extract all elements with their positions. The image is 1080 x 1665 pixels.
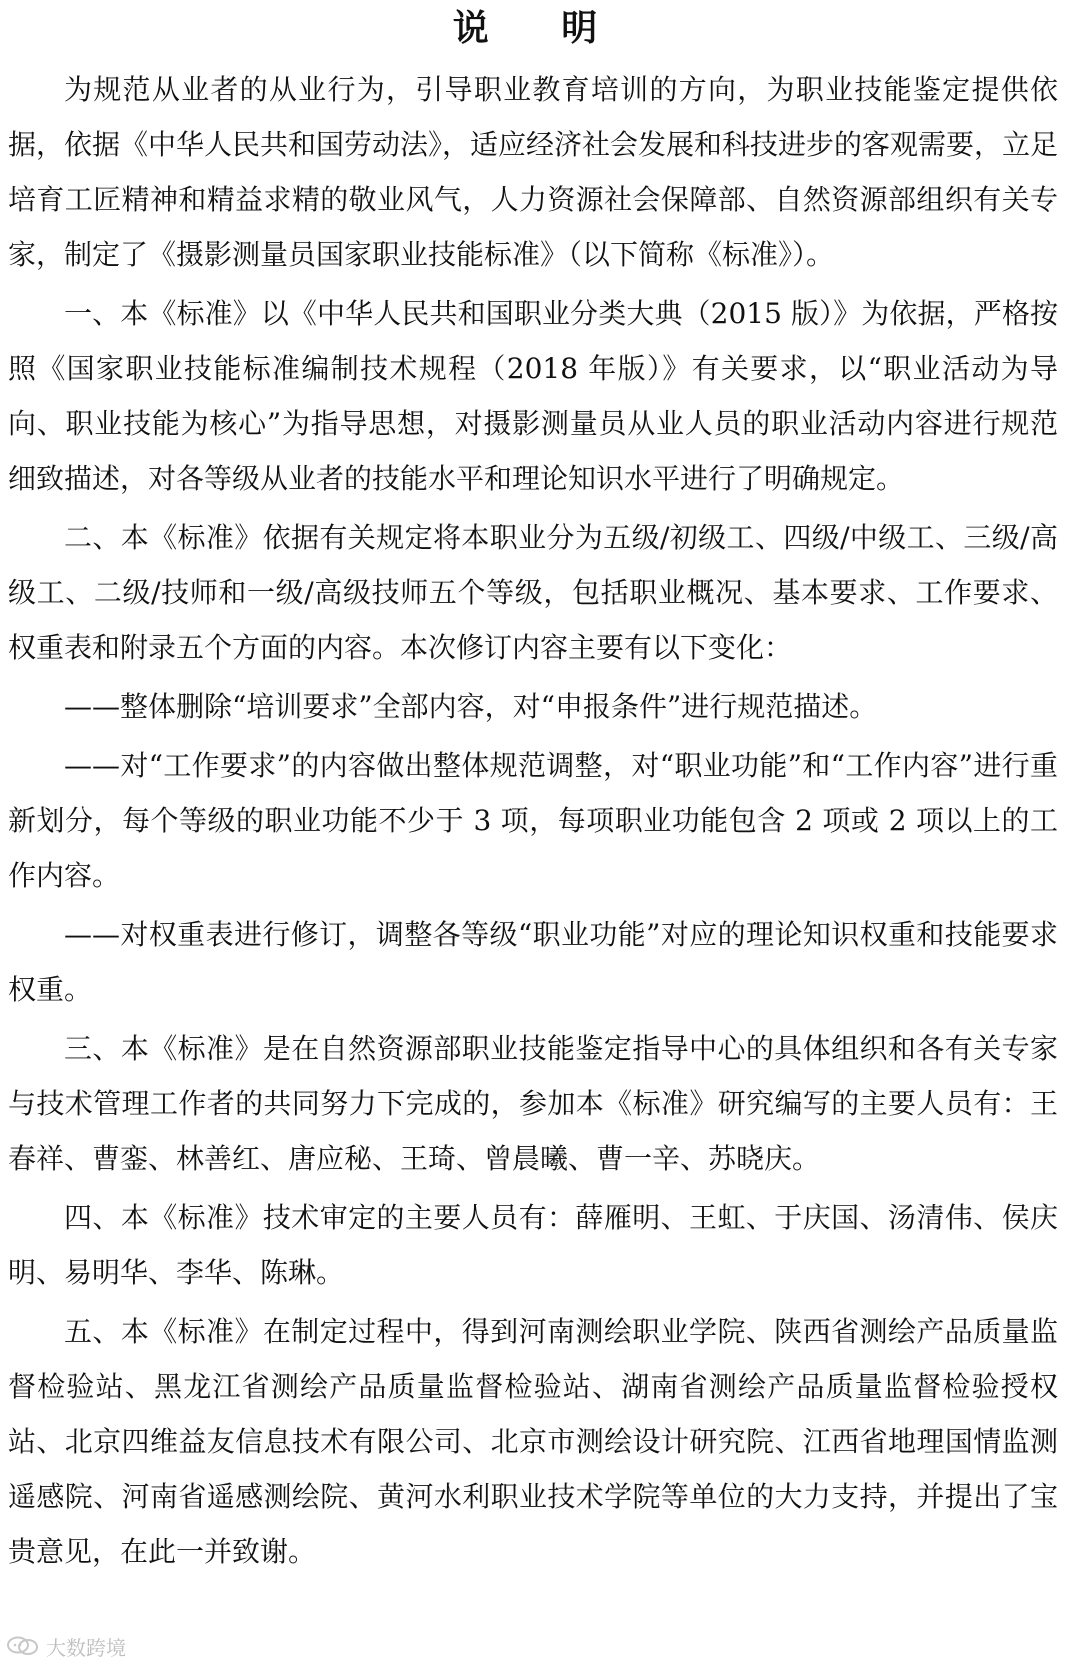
section-four-paragraph: 四、本《标准》技术审定的主要人员有：薛雁明、王虹、于庆国、汤清伟、侯庆明、易明华、李华、陈琳。 [8, 1201, 1058, 1289]
watermark [6, 1632, 126, 1660]
document-body [8, 62, 1058, 1583]
page-title: 说 明 [452, 7, 628, 49]
change-item-3: ——对权重表进行修订，调整各等级“职业功能”对应的理论知识权重和技能要求权重。 [8, 918, 1058, 1006]
change-item-2: ——对“工作要求”的内容做出整体规范调整，对“职业功能”和“工作内容”进行重新划分，每个等级的职业功能不少于 3 项，每项职业功能包含 2 项或 2 项以上的工作内容。 [8, 749, 1058, 892]
chat-bubbles-icon [6, 1635, 40, 1657]
section-five-paragraph: 五、本《标准》在制定过程中，得到河南测绘职业学院、陕西省测绘产品质量监督检验站、黑龙江省测绘产品质量监督检验站、湖南省测绘产品质量监督检验授权站、北京四维益友信息技术有限公司、北京市测绘设计研究院、江西省地理国情监测遥感院、河南省遥感测绘院、黄河水利职业技术学院等单位的大力支持，并提出了宝贵意见，在此一并致谢。 [8, 1315, 1058, 1568]
section-two-paragraph: 二、本《标准》依据有关规定将本职业分为五级/初级工、四级/中级工、三级/高级工、二级/技师和一级/高级技师五个等级，包括职业概况、基本要求、工作要求、权重表和附录五个方面的内容。本次修订内容主要有以下变化： [8, 521, 1058, 664]
section-three-paragraph: 三、本《标准》是在自然资源部职业技能鉴定指导中心的具体组织和各有关专家与技术管理工作者的共同努力下完成的，参加本《标准》研究编写的主要人员有：王春祥、曹銮、林善红、唐应秘、王琦、曾晨曦、曹一辛、苏晓庆。 [8, 1032, 1058, 1175]
intro-paragraph: 为规范从业者的从业行为，引导职业教育培训的方向，为职业技能鉴定提供依据，依据《中华人民共和国劳动法》，适应经济社会发展和科技进步的客观需要，立足培育工匠精神和精益求精的敬业风气，人力资源社会保障部、自然资源部组织有关专家，制定了《摄影测量员国家职业技能标准》（以下简称《标准》）。 [8, 73, 1059, 271]
change-item-1: ——整体删除“培训要求”全部内容，对“申报条件”进行规范描述。 [64, 690, 878, 723]
watermark-text: 大数跨境 [46, 1635, 126, 1660]
section-one-paragraph: 一、本《标准》以《中华人民共和国职业分类大典（2015 版）》为依据，严格按照《国家职业技能标准编制技术规程（2018 年版）》有关要求，以“职业活动为导向、职业技能为核心”为指导思想，对摄影测量员从业人员的职业活动内容进行规范细致描述，对各等级从业者的技能水平和理论知识水平进行了明确规定。 [8, 297, 1058, 495]
